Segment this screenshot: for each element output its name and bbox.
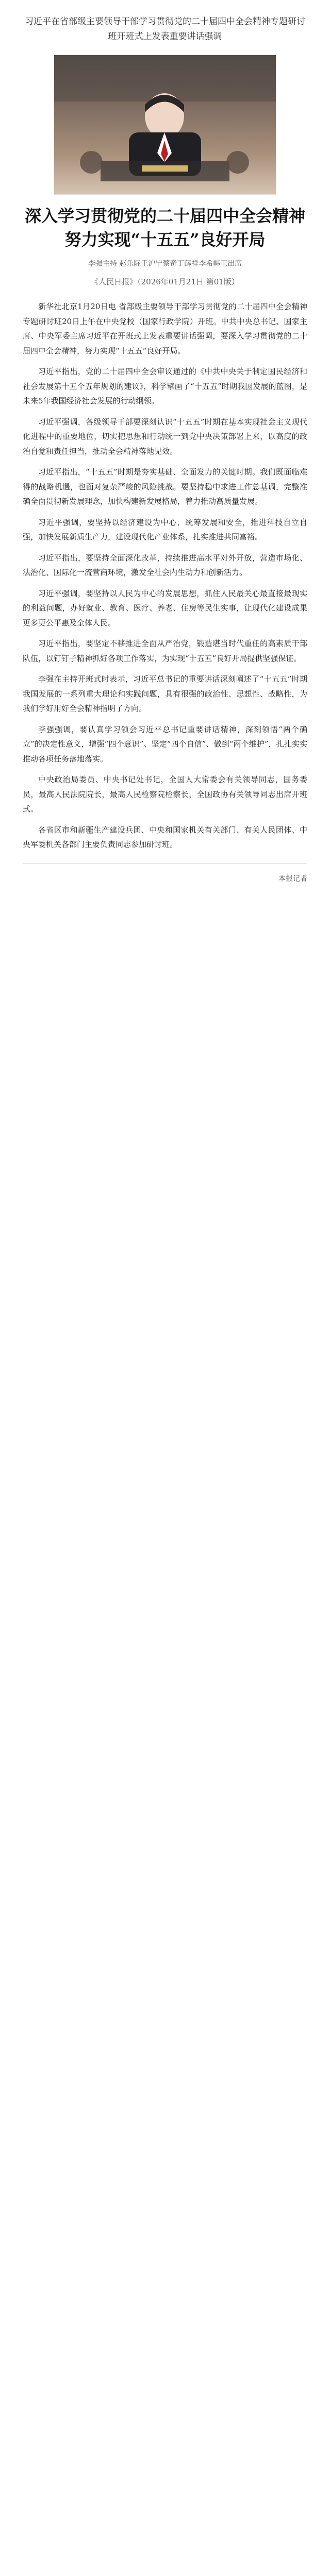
hero-photo	[54, 55, 276, 195]
article-paragraph-5: 习近平强调，要坚持以经济建设为中心，统筹发展和安全，推进科技自立自强，加快发展新质生产力，建设现代化产业体系，扎实推进共同富裕。	[23, 517, 307, 542]
article-footer: 本报记者	[278, 874, 307, 883]
article-paragraph-10: 李强强调，要认真学习领会习近平总书记重要讲话精神，深刻领悟“两个确立”的决定性意义，增强“四个意识”、坚定“四个自信”、做到“两个维护”，扎扎实实推动各项任务落地落实。	[23, 724, 307, 764]
lead-title: 习近平在省部级主要领导干部学习贯彻党的二十届四中全会精神专题研讨班开班式上发表重要讲话强调	[25, 16, 305, 42]
byline-source: 《人民日报》（2026年01月21日 第01版）	[91, 277, 239, 287]
divider	[23, 863, 307, 864]
article-paragraph-3: 习近平强调，各级领导干部要深刻认识“十五五”时期在基本实现社会主义现代化进程中的重要地位，切实把思想和行动统一到党中央决策部署上来，以高度的政治自觉和责任担当，推动全会精神落地见效。	[23, 417, 307, 456]
article-paragraph-2: 习近平指出，党的二十届四中全会审议通过的《中共中央关于制定国民经济和社会发展第十五个五年规划的建议》，科学擘画了“十五五”时期我国发展的蓝图，是未来5年我国经济社会发展的行动纲领。	[23, 367, 307, 406]
hero-photo-illustration	[54, 55, 276, 194]
article-paragraph-8: 习近平指出，要坚定不移推进全面从严治党，锻造堪当时代重任的高素质干部队伍，以钉钉子精神抓好各项工作落实，为实现“十五五”良好开局提供坚强保证。	[23, 639, 307, 663]
article-paragraph-1: 新华社北京1月20日电 省部级主要领导干部学习贯彻党的二十届四中全会精神专题研讨班20日上午在中央党校（国家行政学院）开班。中共中央总书记、国家主席、中央军委主席习近平在开班式上发表重要讲话强调，要深入学习贯彻党的二十届四中全会精神，努力实现“十五五”良好开局。	[23, 302, 307, 355]
article-paragraph-6: 习近平指出，要坚持全面深化改革，持续推进高水平对外开放，营造市场化、法治化、国际化一流营商环境，激发全社会内生动力和创新活力。	[23, 553, 307, 578]
headline-line-1: 深入学习贯彻党的二十届四中全会精神	[24, 206, 305, 226]
article-paragraph-7: 习近平强调，要坚持以人民为中心的发展思想，抓住人民最关心最直接最现实的利益问题，办好就业、教育、医疗、养老、住房等民生实事，让现代化建设成果更多更公平惠及全体人民。	[23, 588, 307, 628]
article-body	[23, 299, 307, 852]
article-paragraph-9: 李强在主持开班式时表示，习近平总书记的重要讲话深刻阐述了“十五五”时期我国发展的一系列重大理论和实践问题，具有很强的政治性、思想性、战略性，为我们学好用好全会精神指明了方向。	[23, 674, 307, 714]
article-paragraph-4: 习近平指出，“十五五”时期是夯实基础、全面发力的关键时期。我们既面临难得的战略机遇，也面对复杂严峻的风险挑战。要坚持稳中求进工作总基调，完整准确全面贯彻新发展理念，加快构建新发展格局，着力推动高质量发展。	[23, 467, 307, 506]
headline-line-2: 努力实现“十五五”良好开局	[64, 230, 266, 250]
article-paragraph-12: 各省区市和新疆生产建设兵团、中央和国家机关有关部门、有关人民团体、中央军委机关各部门主要负责同志参加研讨班。	[23, 825, 307, 850]
article-paragraph-11: 中央政治局委员、中央书记处书记，全国人大常委会有关领导同志，国务委员，最高人民法院院长，最高人民检察院检察长，全国政协有关领导同志出席开班式。	[23, 775, 307, 814]
byline-authors: 李强主持 赵乐际王沪宁蔡奇丁薛祥李希韩正出席	[88, 259, 242, 268]
